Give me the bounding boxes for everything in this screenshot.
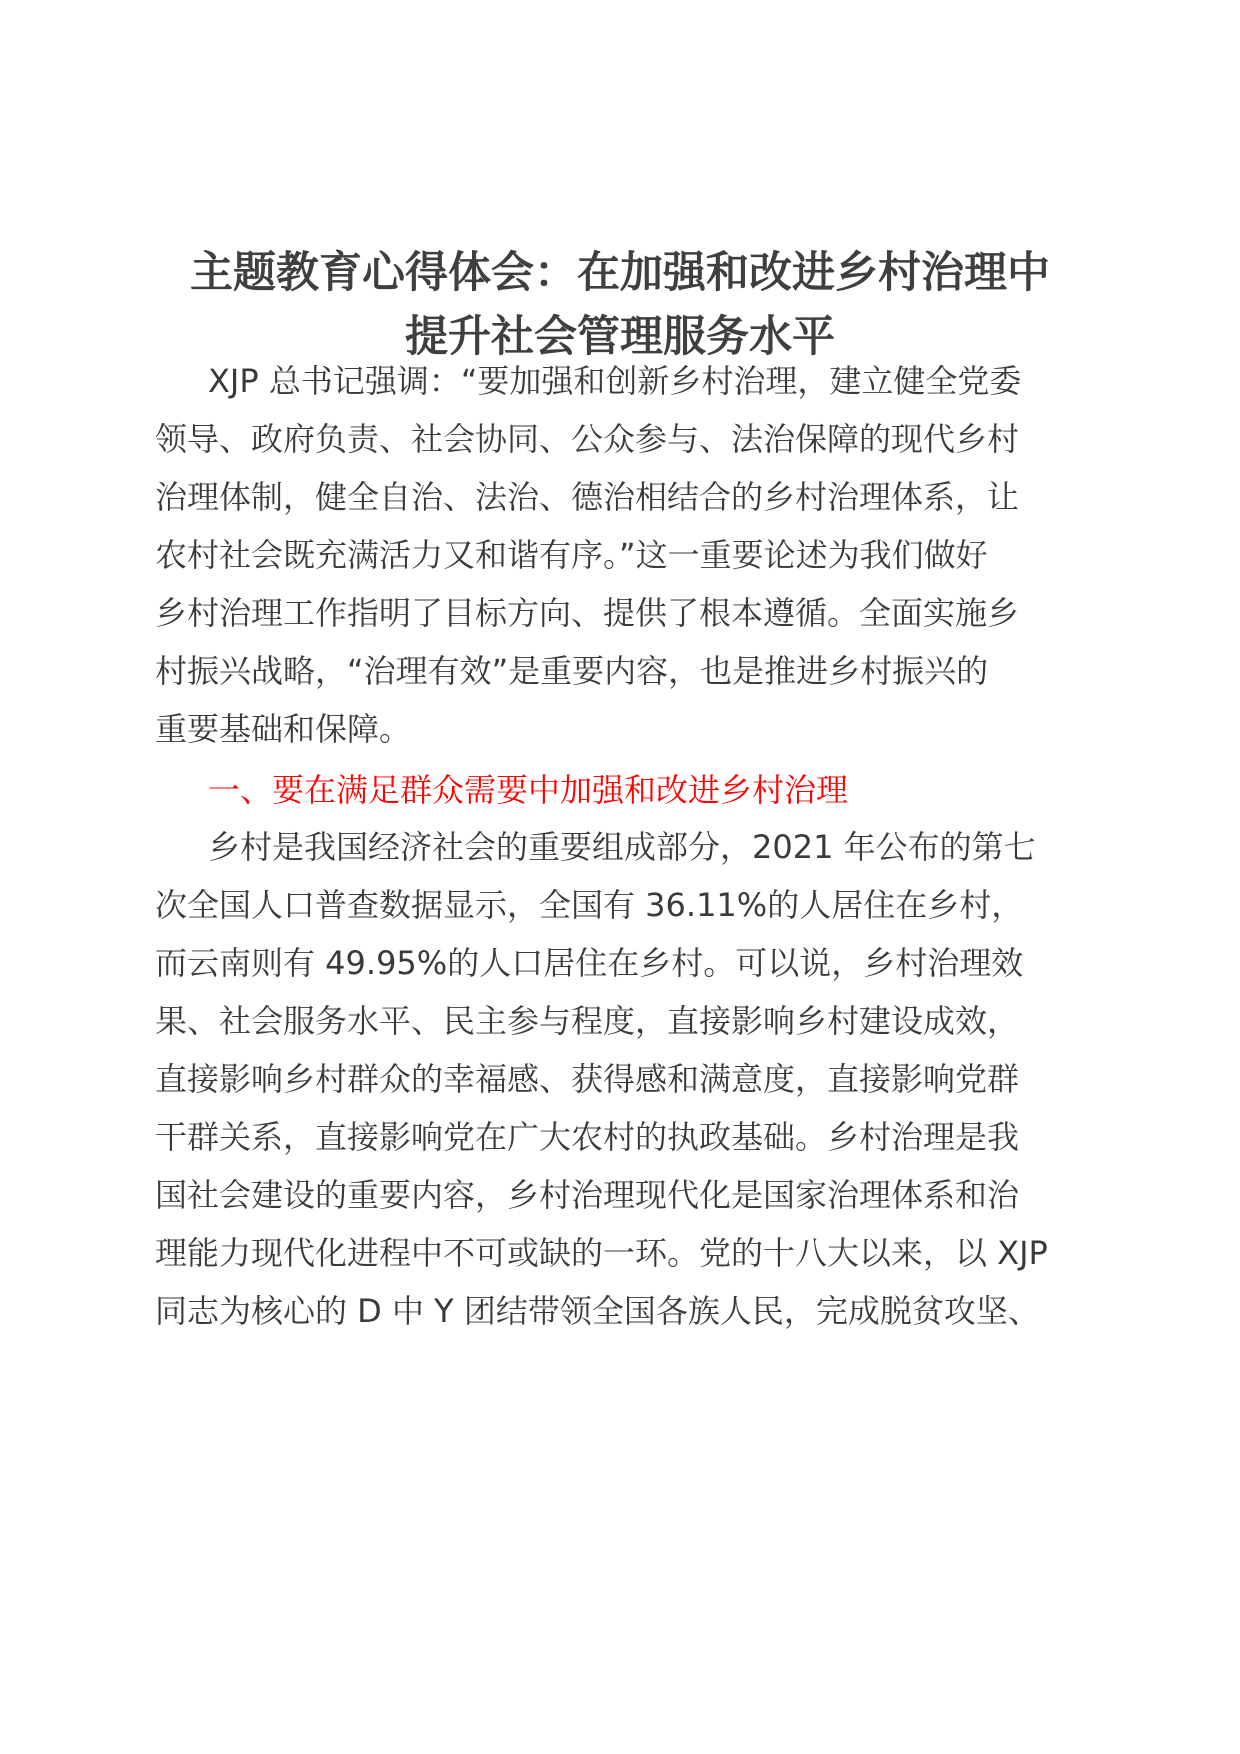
paragraph-1-line-2: 领导、政府负责、社会协同、公众参与、法治保障的现代乡村 — [155, 420, 1020, 458]
paragraph-2-line-2: 次全国人口普查数据显示，全国有 36.11%的人居住在乡村， — [155, 886, 1024, 924]
section-1-heading: 一、要在满足群众需要中加强和改进乡村治理 — [208, 771, 849, 809]
paragraph-1-line-7: 重要基础和保障。 — [155, 710, 412, 748]
paragraph-2-line-1: 乡村是我国经济社会的重要组成部分，2021 年公布的第七 — [208, 828, 1036, 866]
paragraph-2-line-6: 干群关系，直接影响党在广大农村的执政基础。乡村治理是我 — [155, 1118, 1020, 1156]
document-title-line-2: 提升社会管理服务水平 — [405, 312, 835, 362]
paragraph-1-line-6: 村振兴战略，“治理有效”是重要内容，也是推进乡村振兴的 — [155, 652, 989, 690]
paragraph-2-line-7: 国社会建设的重要内容，乡村治理现代化是国家治理体系和治 — [155, 1176, 1020, 1214]
paragraph-1-line-1: XJP 总书记强调：“要加强和创新乡村治理，建立健全党委 — [208, 362, 1022, 400]
paragraph-1-line-3: 治理体制，健全自治、法治、德治相结合的乡村治理体系，让 — [155, 478, 1020, 516]
paragraph-1-line-5: 乡村治理工作指明了目标方向、提供了根本遵循。全面实施乡 — [155, 594, 1020, 632]
paragraph-2-line-5: 直接影响乡村群众的幸福感、获得感和满意度，直接影响党群 — [155, 1060, 1020, 1098]
document-title-line-1: 主题教育心得体会：在加强和改进乡村治理中 — [190, 248, 1050, 298]
paragraph-2-line-3: 而云南则有 49.95%的人口居住在乡村。可以说，乡村治理效 — [155, 944, 1024, 982]
paragraph-2-line-4: 果、社会服务水平、民主参与程度，直接影响乡村建设成效， — [155, 1002, 1020, 1040]
paragraph-1-line-4: 农村社会既充满活力又和谐有序。”这一重要论述为我们做好 — [155, 536, 988, 574]
paragraph-2-line-9: 同志为核心的 D 中 Y 团结带领全国各族人民，完成脱贫攻坚、 — [155, 1292, 1040, 1330]
paragraph-2-line-8: 理能力现代化进程中不可或缺的一环。党的十八大以来，以 XJP — [155, 1234, 1048, 1272]
